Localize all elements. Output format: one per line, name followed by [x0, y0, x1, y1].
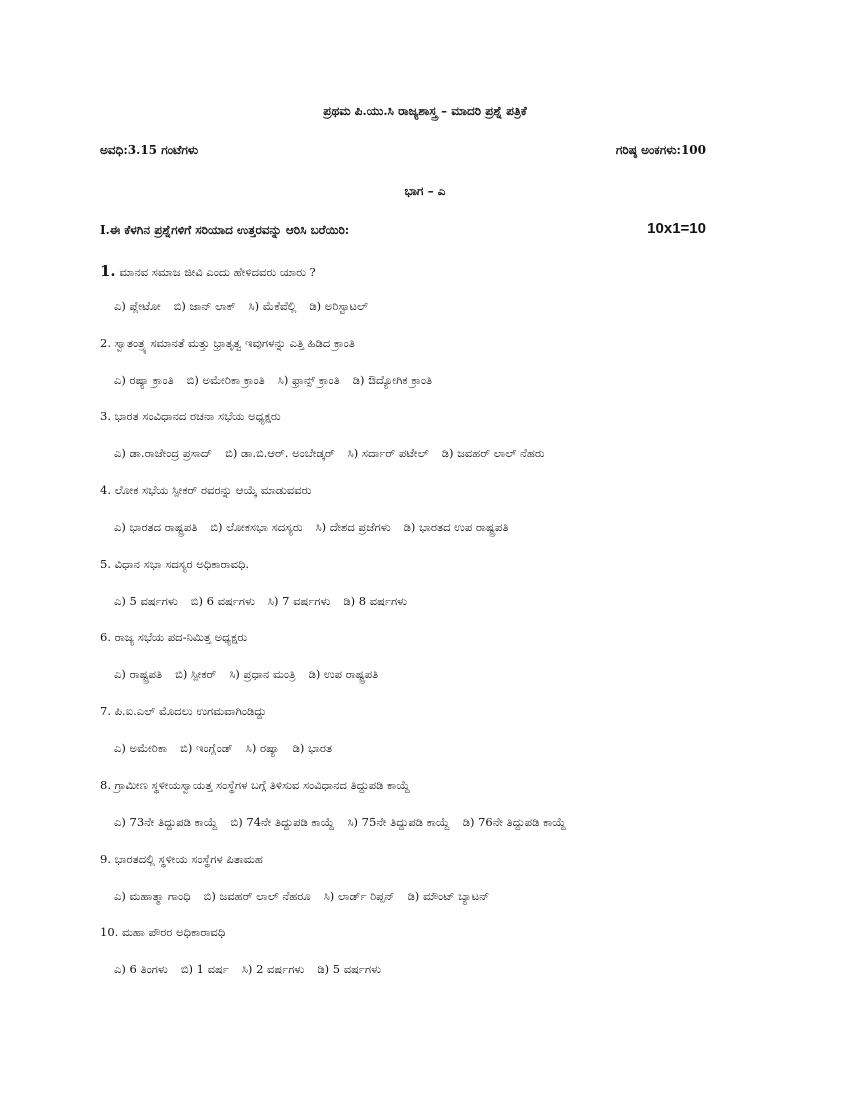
- question-body: ಭಾರತ ಸಂವಿಧಾನದ ರಚನಾ ಸಭೆಯ ಅಧ್ಯಕ್ಷರು: [110, 409, 281, 424]
- option: ಸಿ) ರಷ್ಯಾ: [245, 741, 280, 756]
- option: ಸಿ) ಫ್ರಾನ್ಸ್ ಕ್ರಾಂತಿ: [277, 372, 340, 387]
- option: ಡಿ) ಅರಿಸ್ಟಾಟಲ್: [309, 299, 369, 313]
- question-number: 10.: [100, 925, 119, 940]
- question-item: [100, 409, 720, 483]
- question-number: 2.: [100, 335, 111, 350]
- instruction-text: I.ಈ ಕೆಳಗಿನ ಪ್ರಶ್ನೆಗಳಿಗೆ ಸರಿಯಾದ ಉತ್ತರವನ್ನು ಆರಿಸಿ ಬರೆಯಿರಿ:: [100, 223, 350, 237]
- option: ಡಿ) 76ನೇ ತಿದ್ದುಪಡಿ ಕಾಯ್ದೆ: [462, 814, 567, 829]
- question-text: [100, 778, 410, 793]
- option: ಸಿ) 75ನೇ ತಿದ್ದುಪಡಿ ಕಾಯ್ದೆ: [347, 814, 450, 829]
- options-row: [114, 446, 558, 461]
- option: ಡಿ) ಔದ್ಯೋಗಿಕ ಕ್ರಾಂತಿ: [352, 372, 433, 387]
- options-row: [114, 962, 394, 977]
- question-text: [100, 557, 249, 572]
- question-text: [100, 409, 281, 424]
- max-marks-label: ಗರಿಷ್ಠ ಅಂಕಗಳು:100: [615, 143, 706, 157]
- option: ಎ) ಭಾರತದ ರಾಷ್ಟ್ರಪತಿ: [114, 520, 198, 535]
- question-item: [100, 852, 720, 926]
- option: ಸಿ) ಸರ್ದಾರ್ ಪಟೇಲ್: [347, 446, 429, 461]
- option: ಬಿ) 1 ವರ್ಷ: [180, 962, 229, 977]
- question-text: [100, 704, 266, 719]
- option: ಸಿ) ಪ್ರಧಾನ ಮಂತ್ರಿ: [229, 667, 296, 682]
- duration-label: ಅವಧಿ:3.15 ಗಂಟೆಗಳು: [100, 143, 199, 157]
- question-body: ವಿಧಾನ ಸಭಾ ಸದಸ್ಯರ ಅಧಿಕಾರಾವಧಿ.: [110, 556, 250, 571]
- question-body: ಪಿ.ಐ.ಎಲ್ ಮೊದಲು ಉಗಮವಾಗಿಂಡಿದ್ದು: [110, 704, 267, 719]
- question-text: [100, 925, 225, 940]
- question-body: ಮಾನವ ಸಮಾಜ ಜೀವಿ ಎಂದು ಹೇಳಿದವರು ಯಾರು ?: [115, 265, 316, 279]
- options-row: [114, 741, 345, 756]
- question-item: [100, 704, 720, 778]
- question-number: 3.: [100, 409, 111, 424]
- option: ಡಿ) ಭಾರತ: [292, 741, 333, 756]
- section-heading: ಭಾಗ – ಎ: [404, 184, 446, 198]
- question-body: ಗ್ರಾಮೀಣ ಸ್ಥಳೀಯಸ್ವಾಯತ್ತ ಸಂಸ್ಥೆಗಳ ಬಗ್ಗೆ ತಿಳಿಸುವ ಸಂವಿಧಾನದ ತಿದ್ದುಪಡಿ ಕಾಯ್ದೆ: [110, 777, 411, 792]
- option: ಡಿ) ಭಾರತದ ಉಪ ರಾಷ್ಟ್ರಪತಿ: [403, 520, 509, 535]
- options-row: [114, 299, 381, 314]
- options-row: [114, 815, 579, 830]
- question-item: [100, 778, 720, 852]
- question-item: [100, 483, 720, 557]
- question-number: 9.: [100, 851, 111, 866]
- question-body: ಲೋಕ ಸಭೆಯ ಸ್ಪೀಕರ್ ರವರನ್ನು ಆಯ್ಕೆ ಮಾಡುವವರು: [110, 483, 312, 498]
- question-list: [100, 262, 720, 999]
- option: ಎ) 73ನೇ ತಿದ್ದುಪಡಿ ಕಾಯ್ದೆ: [114, 814, 218, 829]
- question-body: ಭಾರತದಲ್ಲಿ ಸ್ಥಳೀಯ ಸಂಸ್ಥೆಗಳ ಪಿತಾಮಹ: [110, 851, 263, 866]
- option: ಎ) 6 ತಿಂಗಳು: [114, 962, 168, 977]
- option: ಬಿ) ಜವಹರ್ ಲಾಲ್ ನೆಹರೂ: [203, 888, 311, 903]
- section-marks: 10x1=10: [647, 220, 706, 237]
- question-number: 1.: [100, 262, 116, 280]
- question-number: 4.: [100, 483, 111, 498]
- option: ಡಿ) ಮೌಂಟ್ ಬ್ಯಾಟನ್: [407, 888, 490, 903]
- question-text: [100, 630, 247, 645]
- option: ಎ) ಡಾ.ರಾಜೇಂದ್ರ ಪ್ರಸಾದ್: [114, 446, 213, 461]
- option: ಡಿ) ಉಪ ರಾಷ್ಟ್ರಪತಿ: [308, 667, 379, 682]
- option: ಬಿ) 74ನೇ ತಿದ್ದುಪಡಿ ಕಾಯ್ದೆ: [230, 814, 335, 829]
- option: ಸಿ) 2 ವರ್ಷಗಳು: [241, 962, 305, 977]
- option: ಎ) ಅಮೇರಿಕಾ: [114, 741, 168, 756]
- options-row: [114, 594, 420, 609]
- question-item: [100, 262, 720, 336]
- instruction-row: [100, 220, 706, 242]
- question-text: [100, 483, 311, 498]
- options-row: [114, 520, 521, 535]
- option: ಸಿ) ಲಾರ್ಡ್ ರಿಪ್ಪನ್: [323, 888, 395, 903]
- question-body: ರಾಜ್ಯ ಸಭೆಯ ಪದ-ನಿಮಿತ್ತ ಅಧ್ಯಕ್ಷರು: [110, 630, 248, 645]
- option: ಎ) ಪ್ಲೇಟೋ: [114, 299, 161, 313]
- option: ಬಿ) ಲೋಕಸಭಾ ಸದಸ್ಯರು: [210, 520, 303, 535]
- option: ಬಿ) ಜಾನ್ ಲಾಕ್: [173, 299, 236, 313]
- option: ಡಿ) 5 ವರ್ಷಗಳು: [317, 962, 381, 977]
- option: ಬಿ) 6 ವರ್ಷಗಳು: [190, 593, 255, 608]
- paper-title: ಪ್ರಥಮ ಪಿ.ಯು.ಸಿ ರಾಜ್ಯಶಾಸ್ತ್ರ – ಮಾದರಿ ಪ್ರಶ್ನೆ ಪತ್ರಿಕೆ: [323, 104, 527, 118]
- option: ಎ) ಮಹಾತ್ಮಾ ಗಾಂಧಿ: [114, 888, 191, 903]
- question-number: 6.: [100, 630, 111, 645]
- question-item: [100, 630, 720, 704]
- option: ಡಿ) 8 ವರ್ಷಗಳು: [343, 593, 408, 608]
- options-row: [114, 667, 391, 682]
- question-number: 7.: [100, 704, 111, 719]
- option: ಬಿ) ಸ್ಪೀಕರ್: [175, 667, 217, 682]
- option: ಬಿ) ಡಾ.ಬಿ.ಆರ್. ಅಂಬೇಡ್ಕರ್: [225, 446, 335, 461]
- question-item: [100, 557, 720, 631]
- question-body: ಮಹಾ ಪೌರರ ಅಧಿಕಾರಾವಧಿ: [118, 925, 226, 940]
- question-number: 5.: [100, 556, 111, 571]
- option: ಎ) ರಷ್ಯಾ ಕ್ರಾಂತಿ: [114, 372, 174, 387]
- option: ಸಿ) ದೇಶದ ಪ್ರಜೆಗಳು: [315, 520, 391, 535]
- option: ಡಿ) ಜವಹರ್ ಲಾಲ್ ನೆಹರು: [441, 446, 545, 461]
- option: ಸಿ) 7 ವರ್ಷಗಳು: [267, 593, 331, 608]
- question-number: 8.: [100, 777, 111, 792]
- options-row: [114, 373, 445, 388]
- question-text: [100, 336, 355, 351]
- options-row: [114, 889, 502, 904]
- question-body: ಸ್ವಾತಂತ್ರ್ಯ ಸಮಾನತೆ ಮತ್ತು ಭ್ರಾತೃತ್ವ ಇವುಗಳನ್ನು ಎತ್ತಿ ಹಿಡಿದ ಕ್ರಾಂತಿ: [110, 335, 355, 350]
- question-text: [100, 852, 263, 867]
- option: ಎ) 5 ವರ್ಷಗಳು: [114, 593, 178, 608]
- option: ಎ) ರಾಷ್ಟ್ರಪತಿ: [114, 667, 163, 682]
- option: ಬಿ) ಇಂಗ್ಲೆಂಡ್: [180, 741, 233, 756]
- question-item: [100, 336, 720, 410]
- option: ಬಿ) ಅಮೇರಿಕಾ ಕ್ರಾಂತಿ: [186, 372, 265, 387]
- question-text: [100, 262, 316, 280]
- question-item: [100, 925, 720, 999]
- option: ಸಿ) ಮೆಕೆವೆಲ್ಲಿ: [248, 299, 297, 313]
